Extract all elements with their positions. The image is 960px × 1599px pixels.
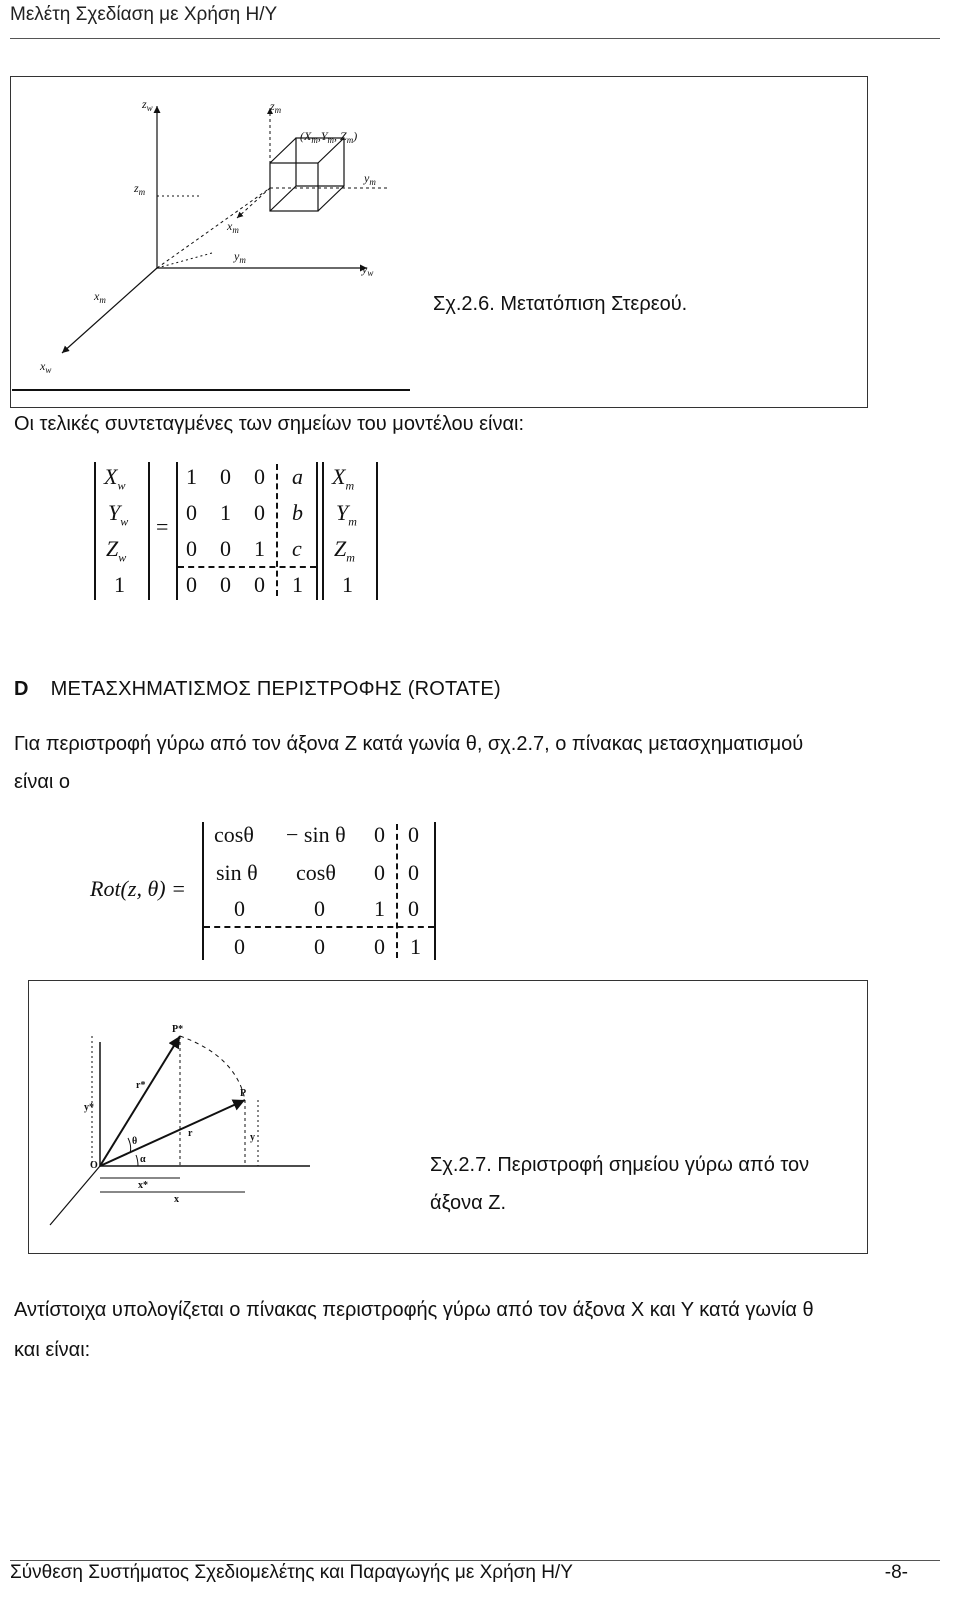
figure-2-7-drawing [40, 1000, 320, 1240]
t-cell: 1 [220, 500, 231, 525]
t-cell: 0 [220, 536, 231, 561]
lhs-one: 1 [114, 572, 125, 597]
intro-paragraph: Οι τελικές συντεταγμένες των σημείων του μοντέλου είναι: [14, 413, 524, 435]
t-cell: 0 [186, 536, 197, 561]
header-rule [10, 38, 940, 39]
r-cell: − sin θ [286, 822, 346, 847]
label-r-star: r* [136, 1080, 146, 1091]
r-cell: 0 [374, 860, 385, 885]
t-cell: b [292, 500, 303, 525]
page-number: -8- [884, 1562, 908, 1583]
t-cell: a [292, 464, 303, 489]
r-cell: sin θ [216, 860, 258, 885]
label-ym-box: $y_m$ [364, 171, 376, 187]
lhs-x: $X_w$ [104, 464, 126, 493]
t-cell: 0 [186, 500, 197, 525]
r-cell: cosθ [296, 860, 336, 885]
t-cell: 1 [186, 464, 197, 489]
closing-paragraph-line-1: Αντίστοιχα υπολογίζεται ο πίνακας περιστροφής γύρω από τον άξονα Χ και Υ κατά γωνία θ [14, 1299, 814, 1321]
figure-2-6-caption: Σχ.2.6. Μετατόπιση Στερεού. [433, 293, 688, 315]
section-heading [14, 678, 501, 701]
label-xw: $x_w$ [40, 359, 52, 375]
label-xm-box: $x_m$ [227, 219, 239, 235]
closing-paragraph-line-2: και είναι: [14, 1339, 91, 1361]
label-zw: $z_w$ [142, 97, 153, 113]
r-cell: 0 [408, 822, 419, 847]
r-cell: cosθ [214, 822, 254, 847]
rotate-paragraph-line-2: είναι ο [14, 771, 71, 793]
label-zm-left: $z_m$ [134, 181, 146, 197]
translation-vector [157, 188, 270, 268]
label-theta: θ [132, 1136, 138, 1147]
section-letter: D [14, 678, 29, 700]
r-cell: 0 [314, 934, 325, 959]
t-cell: c [292, 536, 302, 561]
equals-sign: = [156, 514, 169, 539]
figure-2-6-drawing [12, 78, 412, 393]
r-cell: 1 [410, 934, 421, 959]
r-cell: 0 [234, 896, 245, 921]
label-y: y [250, 1132, 255, 1143]
label-p: P [240, 1088, 247, 1099]
model-x-axis [237, 188, 270, 218]
label-zm-top: $z_m$ [270, 99, 282, 115]
label-point-coords: ($X_m,Y_m$, $Z_m$) [300, 129, 358, 145]
label-p-star: P* [172, 1024, 184, 1035]
z-axis [50, 1166, 100, 1225]
translation-equation [86, 462, 396, 602]
t-cell: 0 [254, 500, 265, 525]
r-cell: 1 [374, 896, 385, 921]
label-r: r [188, 1128, 193, 1139]
r-cell: 0 [408, 896, 419, 921]
label-yw: $y_w$ [362, 262, 374, 278]
figure-2-7-caption-line-2: άξονα Ζ. [430, 1192, 506, 1214]
rhs-y: $Y_m$ [336, 500, 357, 529]
figure-2-7-caption-line-1: Σχ.2.7. Περιστροφή σημείου γύρω από τον [430, 1154, 810, 1176]
t-cell: 0 [254, 464, 265, 489]
r-cell: 0 [374, 822, 385, 847]
r-cell: 0 [314, 896, 325, 921]
lhs-z: $Z_w$ [106, 536, 127, 565]
footer-rule [10, 1560, 940, 1561]
t-cell: 1 [254, 536, 265, 561]
rhs-x: $X_m$ [332, 464, 355, 493]
label-origin: O [90, 1160, 98, 1171]
label-ym-mid: $y_m$ [234, 249, 246, 265]
world-x-axis [62, 268, 157, 353]
label-y-star: y* [84, 1102, 94, 1113]
t-cell: 0 [254, 572, 265, 597]
footer-text: Σύνθεση Συστήματος Σχεδιομελέτης και Παραγωγής με Χρήση Η/Υ [10, 1562, 573, 1583]
vector-p [100, 1100, 245, 1166]
label-xm-left: $x_m$ [94, 289, 106, 305]
t-cell: 0 [220, 572, 231, 597]
t-cell: 0 [186, 572, 197, 597]
rot-lhs: Rot(z, θ) = [90, 876, 186, 901]
rhs-one: 1 [342, 572, 353, 597]
rotation-arc [180, 1036, 245, 1100]
r-cell: 0 [374, 934, 385, 959]
t-cell: 0 [220, 464, 231, 489]
r-cell: 0 [234, 934, 245, 959]
section-title: ΜΕΤΑΣΧΗΜΑΤΙΣΜΟΣ ΠΕΡΙΣΤΡΟΦΗΣ (ROTATE) [50, 678, 501, 700]
label-alpha: α [140, 1154, 146, 1165]
rotate-paragraph-line-1: Για περιστροφή γύρω από τον άξονα Ζ κατά γωνία θ, σχ.2.7, ο πίνακας μετασχηματισμού [14, 733, 804, 755]
vector-p-star [100, 1036, 180, 1166]
label-x: x [174, 1194, 179, 1205]
running-header: Μελέτη Σχεδίαση με Χρήση Η/Υ [10, 4, 278, 25]
cube [270, 138, 344, 211]
rhs-z: $Z_m$ [334, 536, 355, 565]
label-x-star: x* [138, 1180, 148, 1191]
r-cell: 0 [408, 860, 419, 885]
t-cell: 1 [292, 572, 303, 597]
lhs-y: $Y_w$ [108, 500, 129, 529]
rotation-equation [90, 818, 450, 964]
